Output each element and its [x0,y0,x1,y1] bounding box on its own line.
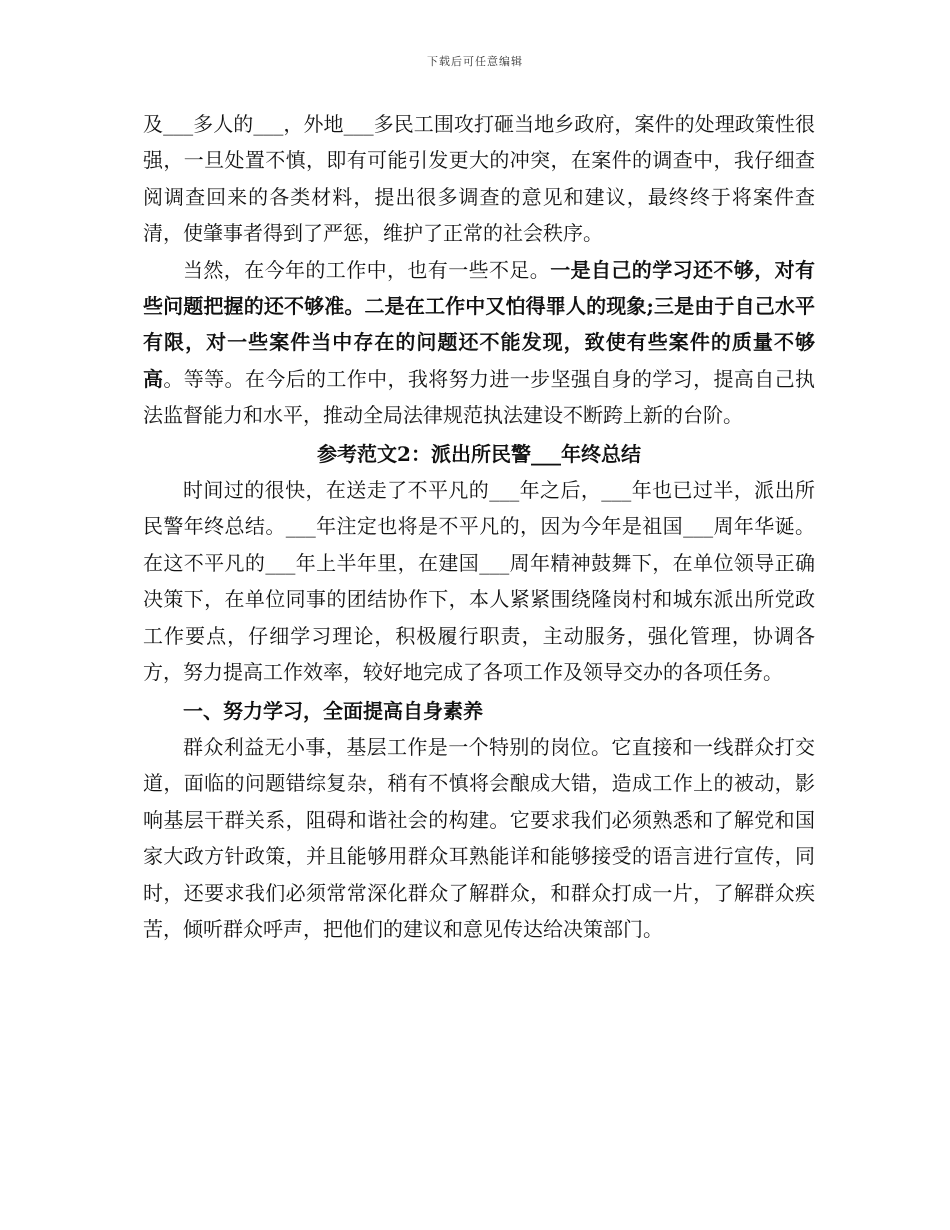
section-heading: 参考范文2：派出所民警___年终总结 [317,441,641,466]
paragraph-4: 群众利益无小事，基层工作是一个特别的岗位。它直接和一线群众打交道，面临的问题错综复杂，稍有不慎将会酿成大错，造成工作上的被动，影响基层干群关系，阻碍和谐社会的构建。它要求我们必须熟悉和了解党和国家大政方针政策，并且能够用群众耳熟能详和能够接受的语言进行宣传，同时，还要求我们必须常常深化群众了解群众，和群众打成一片，了解群众疾苦，倾听群众呼声，把他们的建议和意见传达给决策部门。 [143,734,815,941]
paragraph-1: 及___多人的___，外地___多民工围攻打砸当地乡政府，案件的处理政策性很强，一旦处置不慎，即有可能引发更大的冲突，在案件的调查中，我仔细查阅调查回来的各类材料，提出很多调查的意见和建议，最终终于将案件查清，使肇事者得到了严惩，维护了正常的社会秩序。 [143,112,815,246]
paragraph-2-tail: 。等等。在今后的工作中，我将努力进一步坚强自身的学习，提高自己执法监督能力和水平，推动全局法律规范执法建设不断跨上新的台阶。 [143,366,815,428]
paragraph-2-bold: 一是自己的学习还不够，对有些问题把握的还不够准。二是在工作中又怕得罪人的现象;三是由于自己水平有限，对一些案件当中存在的问题还不能发现，致使有些案件的质量不够高 [143,257,816,391]
paragraph-3: 时间过的很快，在送走了不平凡的___年之后，___年也已过半，派出所民警年终总结。___年注定也将是不平凡的，因为今年是祖国___周年华诞。在这不平凡的___年上半年里，在建国___周年精神鼓舞下，在单位领导正确决策下，在单位同事的团结协作下，本人紧紧围绕隆岗村和城东派出所党政工作要点，仔细学习理论，积极履行职责，主动服务，强化管理，协调各方，努力提高工作效率，较好地完成了各项工作及领导交办的各项任务。 [143,478,815,685]
paragraph-2 [143,252,815,434]
page-header: 下载后可任意编辑 [427,55,523,68]
section-title-1: 一、努力学习，全面提高自身素养 [183,698,483,723]
paragraph-2-lead: 当然，在今年的工作中，也有一些不足。 [183,257,551,282]
document-body [143,106,815,947]
